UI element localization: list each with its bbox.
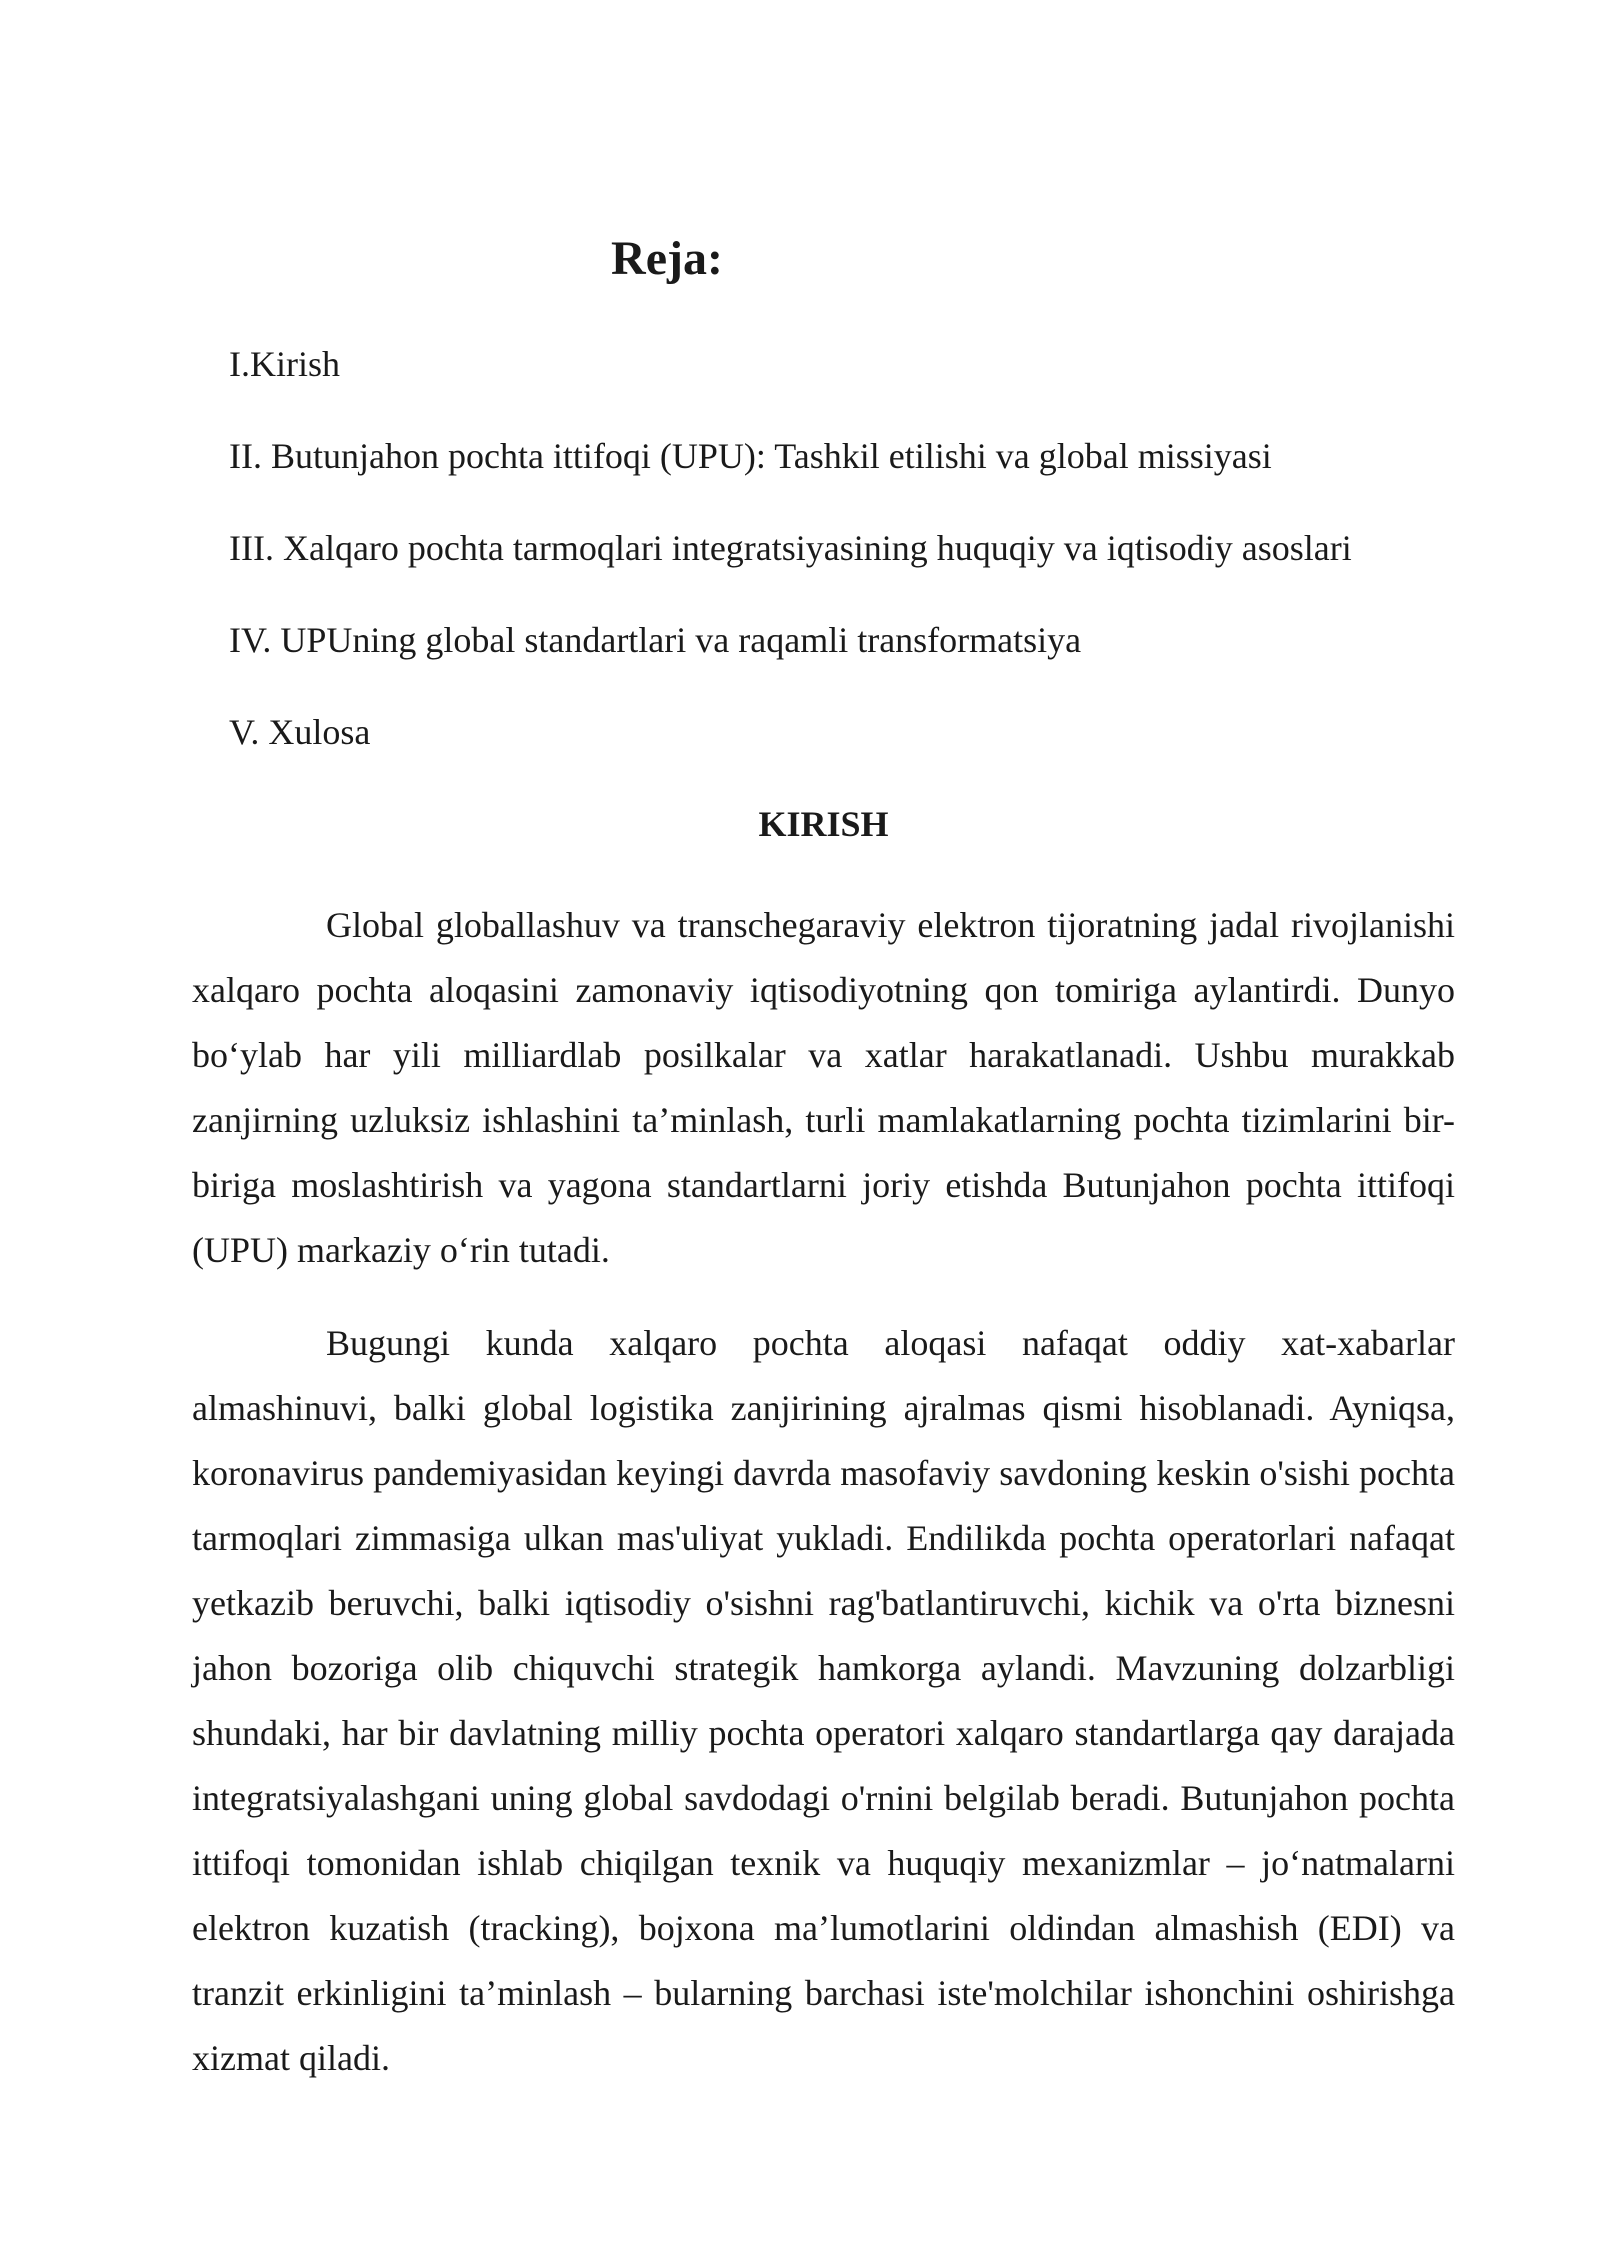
plan-item-upu-founding: II. Butunjahon pochta ittifoqi (UPU): Tashkil etilishi va global missiyasi <box>229 436 1272 476</box>
plan-item-conclusion: V. Xulosa <box>229 712 371 752</box>
plan-item-introduction: I.Kirish <box>229 344 340 384</box>
plan-title: Reja: <box>611 232 723 285</box>
intro-paragraph: Global globallashuv va transchegaraviy elektron tijoratning jadal rivojlanishi xalqaro pochta aloqasini zamonaviy iqtisodiyotning qon tomiriga aylantirdi. Dunyo bo‘ylab har yili milliardlab posilkalar va xatlar harakatlanadi. Ushbu murakkab zanjirning uzluksiz ishlashini ta’minlash, turli mamlakatlarning pochta tizimlarini bir-biriga moslashtirish va yagona standartlarni joriy etishda Butunjahon pochta ittifoqi (UPU) markaziy o‘rin tutadi. <box>192 905 1455 1270</box>
section-heading-intro: KIRISH <box>758 804 889 844</box>
intro-paragraph: Bugungi kunda xalqaro pochta aloqasi nafaqat oddiy xat-xabarlar almashinuvi, balki global logistika zanjirining ajralmas qismi hisoblanadi. Ayniqsa, koronavirus pandemiyasidan keyingi davrda masofaviy savdoning keskin o'sishi pochta tarmoqlari zimmasiga ulkan mas'uliyat yukladi. Endilikda pochta operatorlari nafaqat yetkazib beruvchi, balki iqtisodiy o'sishni rag'batlantiruvchi, kichik va o'rta biznesni jahon bozoriga olib chiquvchi strategik hamkorga aylandi. Mavzuning dolzarbligi shundaki, har bir davlatning milliy pochta operatori xalqaro standartlarga qay darajada integratsiyalashgani uning global savdodagi o'rnini belgilab beradi. Butunjahon pochta ittifoqi tomonidan ishlab chiqilgan texnik va huquqiy mexanizmlar – jo‘natmalarni elektron kuzatish (tracking), bojxona ma’lumotlarini oldindan almashish (EDI) va tranzit erkinligini ta’minlash – bularning barchasi iste'molchilar ishonchini oshirishga xizmat qiladi. <box>192 1323 1455 2078</box>
plan-list <box>229 343 1352 803</box>
plan-item-global-standards: IV. UPUning global standartlari va raqamli transformatsiya <box>229 620 1082 660</box>
plan-item-legal-economic-basis: III. Xalqaro pochta tarmoqlari integratsiyasining huquqiy va iqtisodiy asoslari <box>229 528 1352 568</box>
